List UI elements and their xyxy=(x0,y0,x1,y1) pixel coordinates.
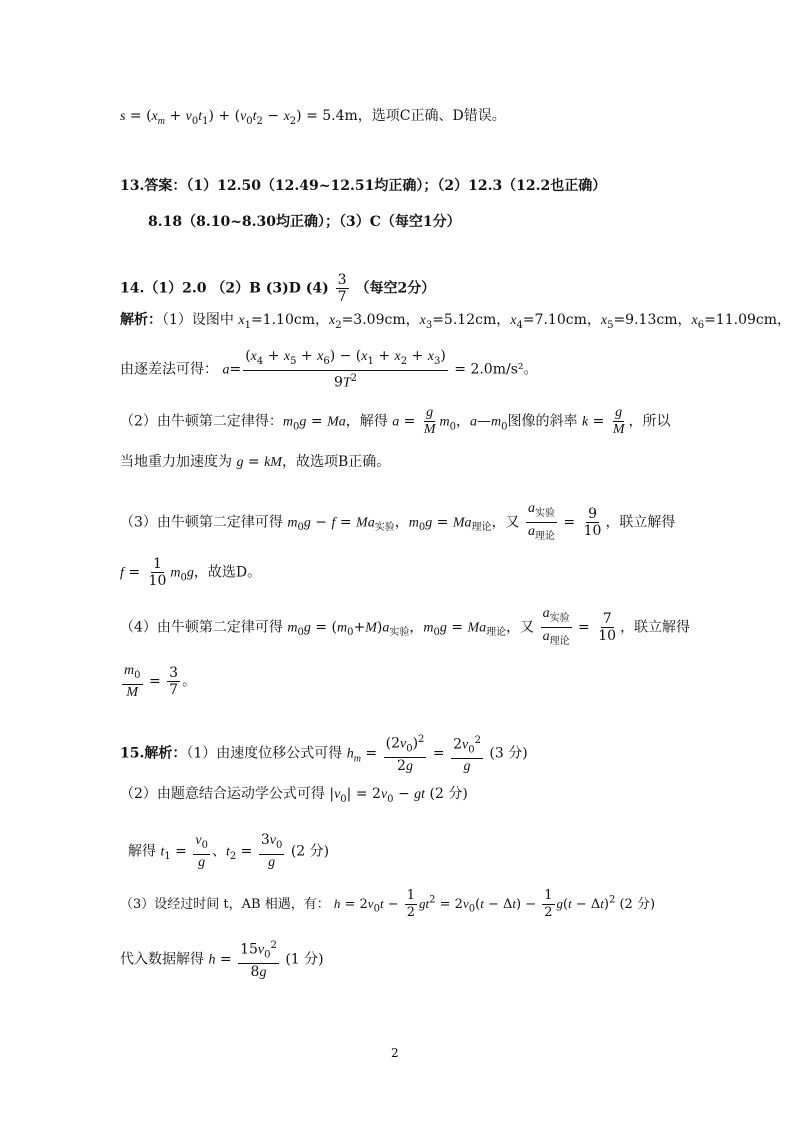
substitute-label: 代入数据解得 xyxy=(120,951,204,968)
q14-frac-den: 7 xyxy=(337,289,347,305)
q15-analysis-2b: 解得 $t_1$ = $\frac{v_0}{g}$ 、$t_2$ = $\frac{3v_0}{g}$ (2 分) xyxy=(128,832,330,870)
solve-text-3: ，联立解得 xyxy=(605,514,676,531)
line-eq-s: $s = (x_m + v_0t_1) + (v_0t_2 - x_2) = 5.4m$，选项C正确、D错误。 xyxy=(120,108,506,127)
q14-analysis-2: （2）由牛顿第二定律得：$m_0g = Ma$，解得 a = $\frac{g}{M}$ $m_0$，$a—m_0$图像的斜率 k = $\frac{g}{M}$ ，所以 xyxy=(120,405,671,437)
q14-score-note: （每空2分） xyxy=(355,280,436,297)
solve-label: 解得 xyxy=(128,843,156,860)
solve-text-4: ，联立解得 xyxy=(620,619,691,636)
q15-label: 15.解析： xyxy=(120,745,187,762)
q13-answer-line1: 13.答案：（1）12.50（12.49~12.51均正确）；（2）12.3（12.2也正确） xyxy=(120,178,607,194)
q13-answer-line2: 8.18（8.10~8.30均正确）；（3）C（每空1分） xyxy=(148,214,461,230)
q14-analysis-1: 解析：（1）设图中 $x_1=1.10cm$，$x_2=3.09cm$，$x_3=5.12cm$，$x_4=7.10cm$，$x_5=9.13cm$，$x_6=11.09cm$， xyxy=(120,312,792,331)
q14-answer-line xyxy=(120,272,435,305)
score-3: (2 分) xyxy=(619,897,656,912)
q14-analysis-3b: f = $\frac{1}{10}$ $m_0g$，故选D。 xyxy=(120,556,262,589)
q15-step3: （3）设经过时间 t，AB 相遇，有： xyxy=(120,897,330,912)
q15-analysis-3: （3）设经过时间 t，AB 相遇，有： $h = 2v_0t$ − $\frac{1}{2}$ $gt^2 = 2v_0(t - \Delta t)$ − $\frac{1}{2}$ $g(t - \Delta t)^2$ (2 分) xyxy=(120,888,656,920)
score-2: (2 分) xyxy=(290,843,330,860)
q15-analysis-1: 15.解析：（1）由速度位移公式可得 $h_m$ = $\frac{(2v_0)^2}{2g}$ = $\frac{2v_0^2}{g}$ (3 分) xyxy=(120,734,528,775)
analysis-label: 解析： xyxy=(120,312,162,328)
score-1: (3 分) xyxy=(489,745,528,762)
q14-analysis-3: （3）由牛顿第二定律可得 $m_0g - f = Ma_{实验}$，$m_0g = Ma_{理论}$，又 $\frac{a_{实验}}{a_{理论}}$ = $\frac{9}{10}$ ，联立解得 xyxy=(120,501,676,542)
q14-frac-num: 3 xyxy=(337,272,347,288)
line1-text: ，选项C正确、D错误。 xyxy=(357,108,506,124)
score-4: (1 分) xyxy=(285,951,324,968)
q14-analysis-2b: 当地重力加速度为 g = kM，故选项B正确。 xyxy=(120,454,391,470)
q14-analysis-4b: $\frac{m_0}{M}$ = $\frac{3}{7}$ 。 xyxy=(124,663,197,700)
q14-formula-a: 由逐差法可得： a= $\frac{(x_4 + x_5 + x_6) - (x_1 + x_2 + x_3)}{9T^2}$ = 2.0m/s²。 xyxy=(120,348,538,391)
page-number: 2 xyxy=(391,1046,399,1060)
q15-analysis-2: （2）由题意结合运动学公式可得 $|v_0| = 2v_0$ − gt (2 分) xyxy=(120,786,468,805)
accel-result: = 2.0m/s²。 xyxy=(454,361,538,378)
q14-analysis-4: （4）由牛顿第二定律可得 $m_0g = (m_0+M)a_{实验}$，$m_0g = Ma_{理论}$，又 $\frac{a_{实验}}{a_{理论}}$ = $\frac{7}{10}$ ，联立解得 xyxy=(120,606,691,647)
q15-analysis-4: 代入数据解得 h = $\frac{15v_0^2}{8g}$ (1 分) xyxy=(120,940,324,981)
q14-answers: 14.（1）2.0 （2）B (3)D (4) xyxy=(120,280,329,297)
method-label: 由逐差法可得： xyxy=(120,361,218,378)
q15-step1: （1）由速度位移公式可得 xyxy=(186,745,343,762)
